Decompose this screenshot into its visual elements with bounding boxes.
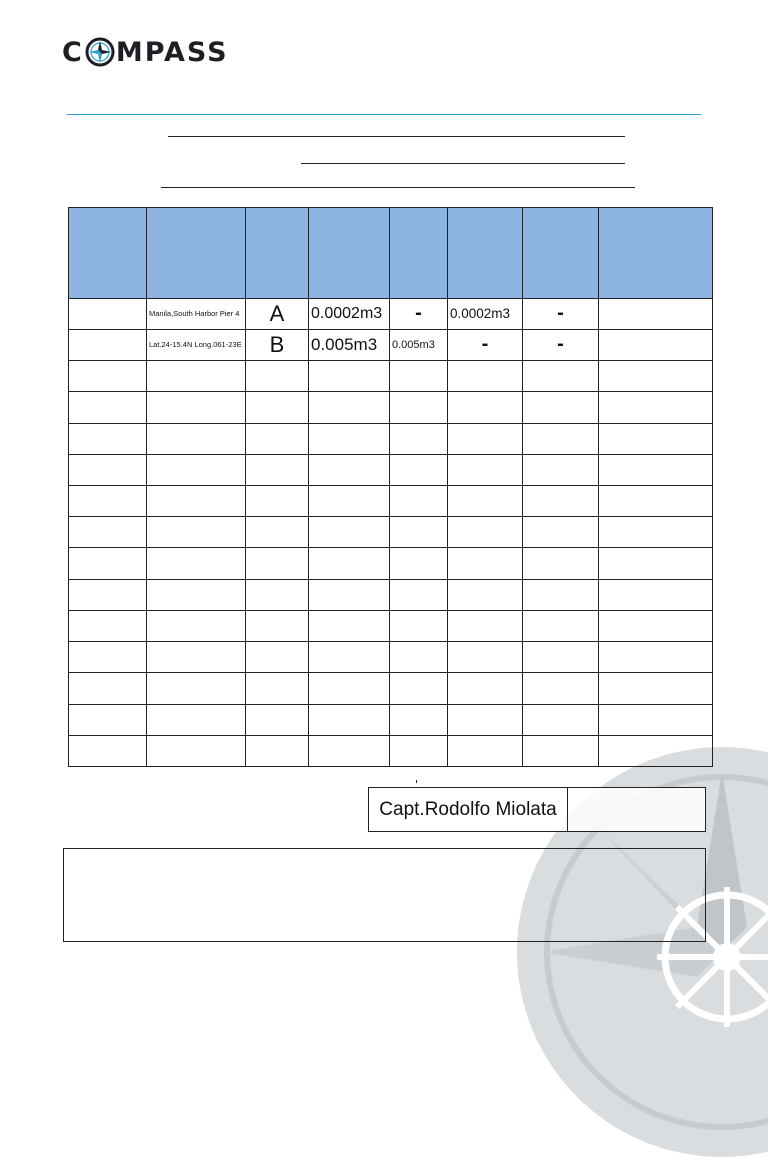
empty-cell: [69, 673, 147, 704]
empty-cell: [448, 673, 523, 704]
empty-cell: [147, 642, 246, 673]
empty-cell: [599, 423, 713, 454]
empty-cell: [390, 704, 448, 735]
empty-cell: [69, 610, 147, 641]
empty-cell: [309, 673, 390, 704]
empty-cell: [309, 579, 390, 610]
empty-cell: [390, 579, 448, 610]
empty-cell: [448, 392, 523, 423]
empty-cell: [390, 735, 448, 766]
empty-cell: [599, 642, 713, 673]
empty-cell: [523, 548, 599, 579]
empty-cell: [599, 548, 713, 579]
empty-cell: [246, 642, 309, 673]
empty-cell: [147, 517, 246, 548]
table-row: [69, 392, 713, 423]
compass-icon: [85, 37, 115, 67]
blank-line-3: [161, 187, 635, 188]
table-header-row: [69, 208, 713, 299]
empty-cell: [69, 642, 147, 673]
empty-cell: [599, 392, 713, 423]
empty-cell: [246, 361, 309, 392]
empty-cell: [599, 361, 713, 392]
empty-cell: [599, 579, 713, 610]
empty-cell: [147, 361, 246, 392]
empty-cell: [309, 392, 390, 423]
empty-cell: [523, 673, 599, 704]
empty-cell: [390, 485, 448, 516]
empty-cell: [523, 423, 599, 454]
empty-cell: [523, 485, 599, 516]
empty-cell: [390, 423, 448, 454]
quantity-cell: -: [390, 298, 448, 329]
empty-cell: [390, 361, 448, 392]
empty-cell: [448, 579, 523, 610]
empty-cell: [69, 704, 147, 735]
quantity-cell: -: [523, 298, 599, 329]
header-cell: [147, 208, 246, 299]
header-cell: [309, 208, 390, 299]
empty-cell: [246, 423, 309, 454]
empty-cell: [69, 454, 147, 485]
empty-cell: [309, 642, 390, 673]
empty-cell: [390, 642, 448, 673]
empty-cell: [309, 548, 390, 579]
empty-cell: [390, 548, 448, 579]
quantity-cell: -: [523, 329, 599, 360]
empty-cell: [147, 673, 246, 704]
header-divider: [67, 114, 701, 115]
empty-cell: [390, 610, 448, 641]
empty-cell: [147, 548, 246, 579]
empty-cell: [246, 392, 309, 423]
empty-cell: [69, 517, 147, 548]
empty-cell: [69, 392, 147, 423]
blank-line-1: [168, 136, 625, 137]
table-row: [69, 329, 713, 360]
empty-cell: [523, 361, 599, 392]
empty-cell: [448, 517, 523, 548]
empty-cell: [448, 485, 523, 516]
empty-cell: [309, 704, 390, 735]
company-logo: [62, 32, 229, 72]
signature-field: [568, 788, 705, 831]
table-row: [69, 642, 713, 673]
blank-line-2: [301, 163, 625, 164]
empty-cell: [147, 423, 246, 454]
table-row: [69, 298, 713, 329]
quantity-cell: 0.005m3: [390, 329, 448, 360]
date-cell: [69, 298, 147, 329]
empty-cell: [246, 485, 309, 516]
table-row: [69, 454, 713, 485]
empty-cell: [69, 423, 147, 454]
remarks-box: [63, 848, 706, 942]
empty-cell: [69, 361, 147, 392]
empty-cell: [246, 548, 309, 579]
table-row: [69, 579, 713, 610]
header-cell: [390, 208, 448, 299]
empty-cell: [69, 485, 147, 516]
empty-cell: [147, 485, 246, 516]
empty-cell: [309, 517, 390, 548]
remarks-cell: [599, 329, 713, 360]
empty-cell: [523, 642, 599, 673]
empty-cell: [448, 423, 523, 454]
header-cell: [448, 208, 523, 299]
empty-cell: [523, 735, 599, 766]
quantity-cell: 0.005m3: [309, 329, 390, 360]
empty-cell: [390, 673, 448, 704]
empty-cell: [309, 610, 390, 641]
log-table: [68, 207, 713, 767]
header-cell: [599, 208, 713, 299]
empty-cell: [523, 704, 599, 735]
date-cell: [69, 329, 147, 360]
empty-cell: [523, 579, 599, 610]
empty-cell: [448, 735, 523, 766]
empty-cell: [599, 704, 713, 735]
master-name: Capt.Rodolfo Miolata: [369, 788, 568, 831]
empty-cell: [448, 704, 523, 735]
remarks-cell: [599, 298, 713, 329]
table-row: [69, 485, 713, 516]
table-row: [69, 423, 713, 454]
empty-cell: [599, 673, 713, 704]
empty-cell: [599, 610, 713, 641]
category-cell: B: [246, 329, 309, 360]
empty-cell: [246, 704, 309, 735]
empty-cell: [523, 517, 599, 548]
empty-cell: [147, 579, 246, 610]
empty-cell: [309, 361, 390, 392]
empty-cell: [147, 392, 246, 423]
empty-cell: [309, 423, 390, 454]
empty-cell: [523, 610, 599, 641]
empty-cell: [523, 392, 599, 423]
category-cell: A: [246, 298, 309, 329]
logo-text-start: C: [62, 36, 84, 68]
empty-cell: [448, 610, 523, 641]
empty-cell: [390, 517, 448, 548]
location-cell: Manila,South Harbor Pier 4: [147, 298, 246, 329]
table-row: [69, 610, 713, 641]
empty-cell: [390, 454, 448, 485]
logo-text-end: MPASS: [115, 36, 229, 68]
empty-cell: [309, 454, 390, 485]
location-cell: Lat.24-15.4N Long.061-23E: [147, 329, 246, 360]
table-row: [69, 704, 713, 735]
empty-cell: [246, 454, 309, 485]
empty-cell: [246, 579, 309, 610]
quantity-cell: 0.0002m3: [309, 298, 390, 329]
table-row: [69, 673, 713, 704]
empty-cell: [523, 454, 599, 485]
empty-cell: [448, 454, 523, 485]
empty-cell: [246, 673, 309, 704]
quantity-cell: 0.0002m3: [448, 298, 523, 329]
empty-cell: [448, 548, 523, 579]
table-row: [69, 548, 713, 579]
signature-box: [368, 787, 706, 832]
empty-cell: [599, 454, 713, 485]
table-row: [69, 735, 713, 766]
header-cell: [523, 208, 599, 299]
empty-cell: [69, 548, 147, 579]
empty-cell: [147, 704, 246, 735]
empty-cell: [69, 735, 147, 766]
empty-cell: [599, 485, 713, 516]
signature-tick-mark: [416, 780, 417, 783]
empty-cell: [599, 735, 713, 766]
empty-cell: [69, 579, 147, 610]
header-cell: [69, 208, 147, 299]
empty-cell: [246, 735, 309, 766]
empty-cell: [599, 517, 713, 548]
empty-cell: [309, 735, 390, 766]
table-row: [69, 517, 713, 548]
empty-cell: [309, 485, 390, 516]
empty-cell: [246, 517, 309, 548]
empty-cell: [448, 361, 523, 392]
table-row: [69, 361, 713, 392]
header-cell: [246, 208, 309, 299]
quantity-cell: -: [448, 329, 523, 360]
empty-cell: [390, 392, 448, 423]
empty-cell: [147, 610, 246, 641]
empty-cell: [147, 735, 246, 766]
empty-cell: [448, 642, 523, 673]
empty-cell: [246, 610, 309, 641]
empty-cell: [147, 454, 246, 485]
